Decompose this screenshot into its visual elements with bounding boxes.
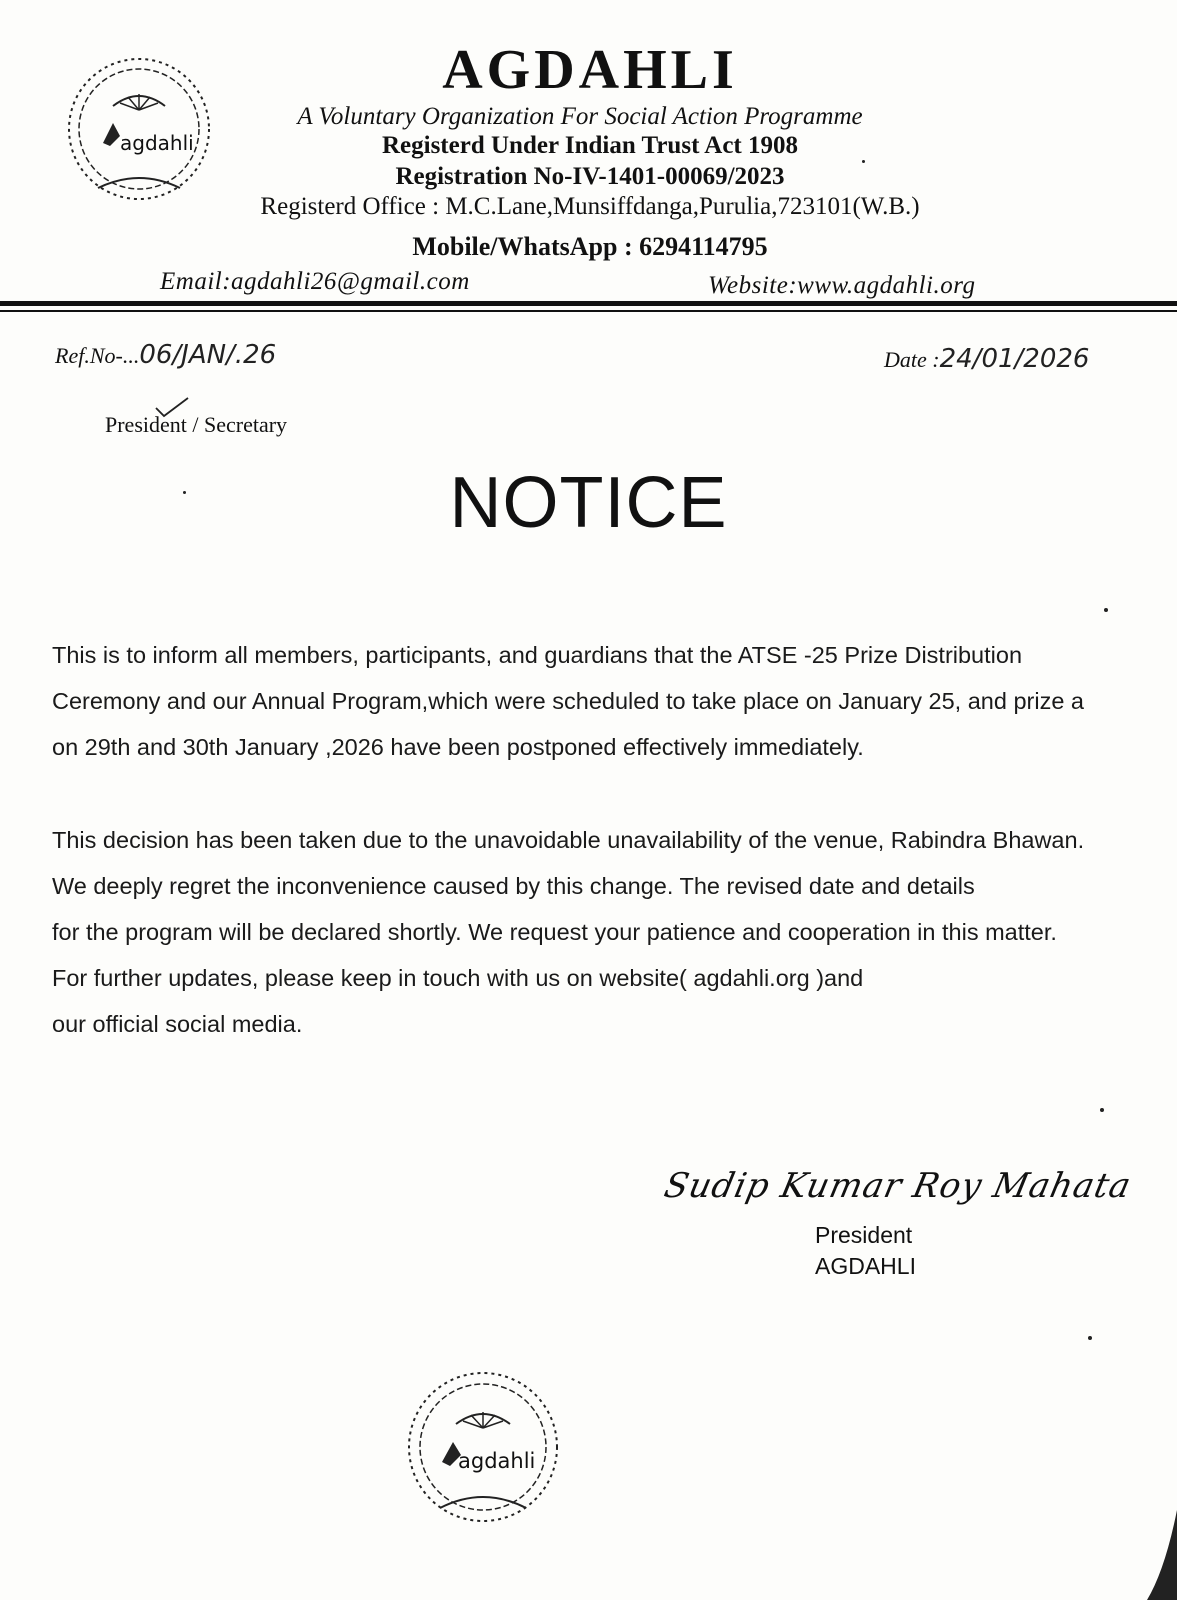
paragraph-1-line-3: on 29th and 30th January ,2026 have been postponed effectively immediately. [52,734,864,760]
date-label: Date : [884,347,940,372]
signatory-role: President [815,1222,913,1248]
scan-speck [862,160,865,163]
organization-stamp [398,1364,568,1530]
email-address: Email:agdahli26@gmail.com [160,268,470,295]
scan-speck [1088,1336,1092,1340]
reference-number [55,340,276,370]
reference-handwritten-value: 06/JAN/.26 [139,340,277,370]
date-handwritten-value: 24/01/2026 [939,344,1090,374]
organization-logo-seal [58,48,220,210]
header-divider-thin [0,310,1177,312]
signatory-organization: AGDAHLI [815,1253,916,1279]
scan-speck [1100,1108,1104,1112]
registered-office-address: Registerd Office : M.C.Lane,Munsiffdanga,Purulia,723101(W.B.) [260,193,920,220]
letter-date [884,344,1089,374]
paragraph-1-line-1: This is to inform all members, participants, and guardians that the ATSE -25 Prize Distribution [52,642,1023,668]
organization-tagline: A Voluntary Organization For Social Action Programme [297,103,863,130]
scan-speck [183,491,186,494]
registration-number: Registration No-IV-1401-00069/2023 [395,163,785,190]
paragraph-2-line-3: for the program will be declared shortly. We request your patience and cooperation in this matter. [52,919,1057,945]
notice-title: NOTICE [449,463,728,543]
paragraph-2-line-4: For further updates, please keep in touch with us on website( agdahli.org )and [52,965,864,991]
page-corner-shadow [1147,1510,1177,1600]
paragraph-2-line-1: This decision has been taken due to the unavoidable unavailability of the venue, Rabindra Bhawan. [52,827,1085,853]
registration-act: Registerd Under Indian Trust Act 1908 [381,132,798,159]
svg-text:agdahli: agdahli [120,131,194,155]
scan-speck [1104,608,1108,612]
organization-name: AGDAHLI [442,39,738,101]
paragraph-2-line-5: our official social media. [52,1011,303,1037]
paragraph-2-line-2: We deeply regret the inconvenience caused by this change. The revised date and details [52,873,975,899]
handwritten-signature: Sudip Kumar Roy Mahata [660,1166,1136,1206]
svg-text:agdahli: agdahli [458,1449,536,1473]
reference-label: Ref.No-... [55,343,140,368]
addressee: President / Secretary [105,412,288,437]
website-address: Website:www.agdahli.org [708,272,976,299]
paragraph-1-line-2: Ceremony and our Annual Program,which were scheduled to take place on January 25, and prize a [52,688,1085,714]
header-divider-thick [0,301,1177,306]
mobile-number: Mobile/WhatsApp : 6294114795 [412,232,768,261]
